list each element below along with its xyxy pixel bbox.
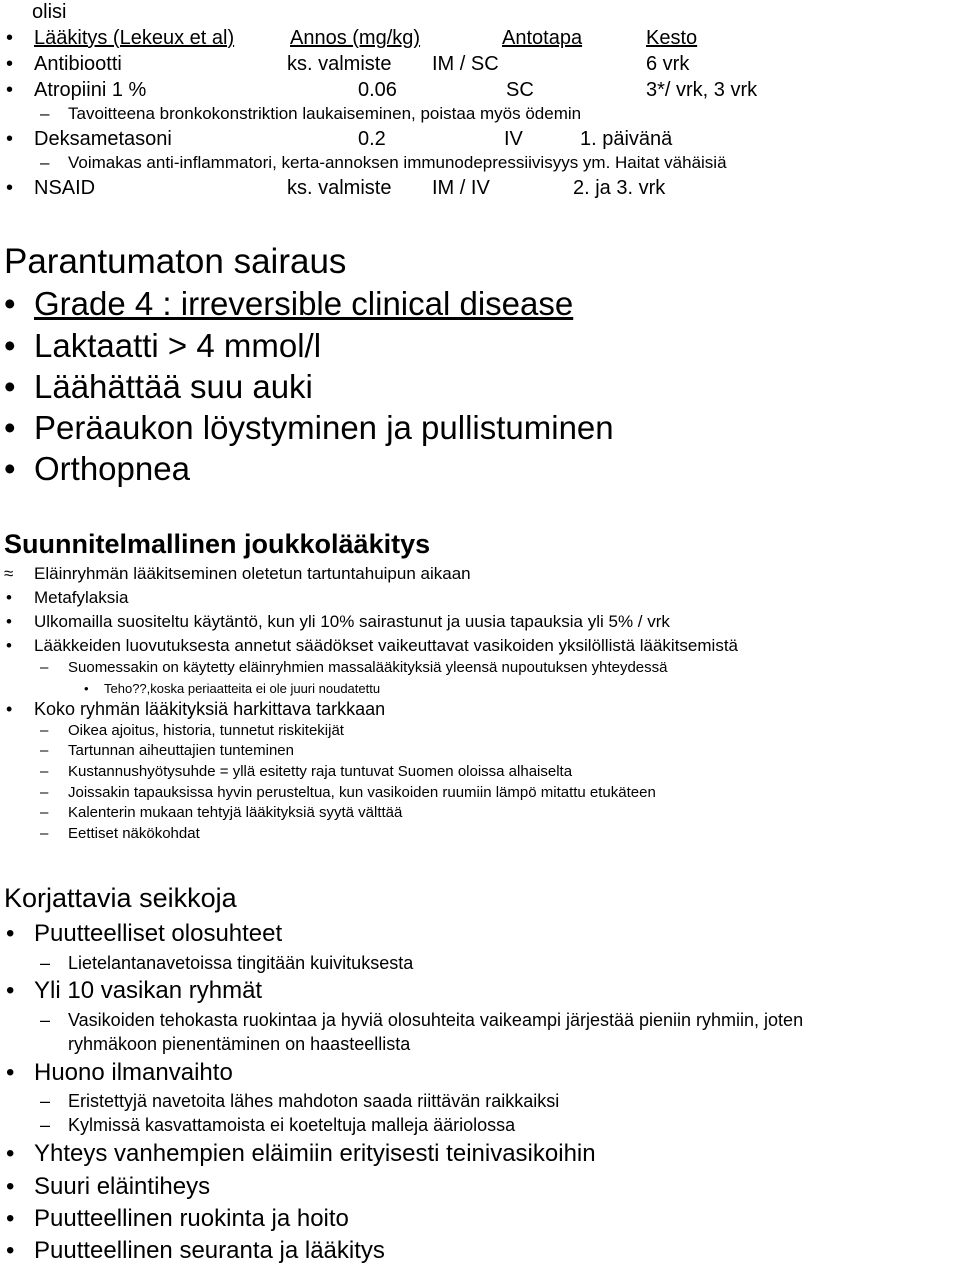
- cut-heading: olisi: [32, 1, 67, 23]
- dash: –: [40, 742, 49, 759]
- subsub-item: Teho??,koska periaatteita ei ole juuri noudatettu: [104, 681, 381, 696]
- sub-item: Kalenterin mukaan tehtyjä lääkityksiä syytä välttää: [68, 804, 403, 821]
- dash: –: [40, 825, 49, 842]
- list-item: Suuri eläintiheys: [34, 1173, 211, 1200]
- list-item: Puutteelliset olosuhteet: [34, 920, 283, 947]
- dash: –: [40, 1010, 51, 1030]
- table-header-route: Antotapa: [502, 27, 583, 49]
- bullet: •: [6, 1205, 15, 1232]
- sub-item: Joissakin tapauksissa hyvin perusteltua, kun vasikoiden ruumiin lämpö mitattu etukäteen: [68, 784, 656, 801]
- dash: –: [40, 722, 49, 739]
- bullet: •: [6, 177, 14, 199]
- section-title-korjattavia: Korjattavia seikkoja: [4, 883, 237, 913]
- bullet: •: [6, 588, 12, 607]
- sub-item: Lietelantanavetoissa tingitään kuivituksesta: [68, 953, 414, 973]
- sub-item: Kustannushyötysuhde = yllä esitetty raja tuntuvat Suomen oloissa alhaiselta: [68, 763, 573, 780]
- dash: –: [40, 804, 49, 821]
- approx-item: Eläinryhmän lääkitseminen oletetun tartuntahuipun aikaan: [34, 564, 471, 583]
- list-item: Yli 10 vasikan ryhmät: [34, 977, 263, 1004]
- row-antibiootti-route: IM / SC: [432, 53, 499, 75]
- bullet: •: [4, 450, 16, 487]
- sub-item: Eristettyjä navetoita lähes mahdoton saada riittävän raikkaiksi: [68, 1091, 560, 1111]
- dash: –: [40, 153, 50, 172]
- table-header-drug: Lääkitys (Lekeux et al): [34, 27, 235, 49]
- row-atropiini-drug: Atropiini 1 %: [34, 79, 147, 101]
- list-item: Ulkomailla suositeltu käytäntö, kun yli 10% sairastunut ja uusia tapauksia yli 5% / vrk: [34, 612, 670, 631]
- bullet: •: [6, 1140, 15, 1167]
- row-nsaid-dose: ks. valmiste: [287, 177, 392, 199]
- sub-item: Vasikoiden tehokasta ruokintaa ja hyviä olosuhteita vaikeampi järjestää pieniin ryhmiin, joten: [68, 1010, 804, 1030]
- row-antibiootti-drug: Antibiootti: [34, 53, 122, 75]
- dash: –: [40, 659, 49, 676]
- table-header-dose: Annos (mg/kg): [290, 27, 421, 49]
- bullet: •: [4, 409, 16, 446]
- row-deksametasoni-drug: Deksametasoni: [34, 128, 172, 150]
- list-item: Puutteellinen ruokinta ja hoito: [34, 1205, 349, 1232]
- list-item: Peräaukon löystyminen ja pullistuminen: [34, 409, 614, 446]
- bullet: •: [6, 699, 13, 719]
- section-title-parantumaton: Parantumaton sairaus: [4, 242, 347, 281]
- row-antibiootti-dose: ks. valmiste: [287, 53, 392, 75]
- list-item: Läähättää suu auki: [34, 368, 313, 405]
- list-item: Laktaatti > 4 mmol/l: [34, 327, 322, 364]
- bullet: •: [6, 53, 14, 75]
- list-item: Metafylaksia: [34, 588, 129, 607]
- atropiini-note: Tavoitteena bronkokonstriktion laukaiseminen, poistaa myös ödemin: [68, 104, 582, 123]
- list-item: Yhteys vanhempien eläimiin erityisesti teinivasikoihin: [34, 1140, 596, 1167]
- row-atropiini-dose: 0.06: [358, 79, 397, 101]
- dash: –: [40, 763, 49, 780]
- dash: –: [40, 1115, 51, 1135]
- row-atropiini-duration: 3*/ vrk, 3 vrk: [646, 79, 758, 101]
- row-deksametasoni-route: IV: [504, 128, 523, 150]
- row-nsaid-route: IM / IV: [432, 177, 490, 199]
- row-atropiini-route: SC: [506, 79, 534, 101]
- bullet: •: [6, 636, 12, 655]
- row-antibiootti-duration: 6 vrk: [646, 53, 690, 75]
- approx-icon: ≈: [4, 564, 14, 583]
- deksametasoni-note: Voimakas anti-inflammatori, kerta-annoksen immunodepressiivisyys ym. Haitat vähäisiä: [68, 153, 727, 172]
- row-deksametasoni-duration: 1. päivänä: [580, 128, 673, 150]
- grade-item: Grade 4 : irreversible clinical disease: [34, 285, 574, 322]
- bullet: •: [84, 681, 89, 696]
- bullet: •: [6, 79, 14, 101]
- row-deksametasoni-dose: 0.2: [358, 128, 386, 150]
- list-item: Puutteellinen seuranta ja lääkitys: [34, 1237, 385, 1264]
- bullet: •: [6, 27, 14, 49]
- sub-item: Tartunnan aiheuttajien tunteminen: [68, 742, 294, 759]
- bullet: •: [6, 1237, 15, 1264]
- bullet: •: [6, 1059, 15, 1086]
- bullet: •: [6, 128, 14, 150]
- row-nsaid-drug: NSAID: [34, 177, 96, 199]
- row-nsaid-duration: 2. ja 3. vrk: [573, 177, 666, 199]
- list-item: Huono ilmanvaihto: [34, 1059, 233, 1086]
- bullet: •: [4, 327, 16, 364]
- sub-item: Kylmissä kasvattamoista ei koeteltuja malleja ääriolossa: [68, 1115, 516, 1135]
- bullet: •: [4, 285, 16, 322]
- dash: –: [40, 104, 50, 123]
- bullet: •: [6, 612, 12, 631]
- sub-item-continuation: ryhmäkoon pienentäminen on haasteellista: [68, 1034, 411, 1054]
- dash: –: [40, 784, 49, 801]
- bullet: •: [4, 368, 16, 405]
- section-title-joukkolaakitys: Suunnitelmallinen joukkolääkitys: [4, 529, 431, 559]
- bullet: •: [6, 977, 15, 1004]
- sub-item: Eettiset näkökohdat: [68, 825, 200, 842]
- bullet: •: [6, 1173, 15, 1200]
- sub-item: Suomessakin on käytetty eläinryhmien massalääkityksiä yleensä nupoutuksen yhteydessä: [68, 659, 668, 676]
- list-item: Orthopnea: [34, 450, 190, 487]
- bullet: •: [6, 920, 15, 947]
- sub-item: Oikea ajoitus, historia, tunnetut riskitekijät: [68, 722, 344, 739]
- list-item: Lääkkeiden luovutuksesta annetut säädökset vaikeuttavat vasikoiden yksilöllistä lääkitsemistä: [34, 636, 739, 655]
- dash: –: [40, 953, 51, 973]
- list-item: Koko ryhmän lääkityksiä harkittava tarkkaan: [34, 699, 386, 719]
- dash: –: [40, 1091, 51, 1111]
- table-header-duration: Kesto: [646, 27, 698, 49]
